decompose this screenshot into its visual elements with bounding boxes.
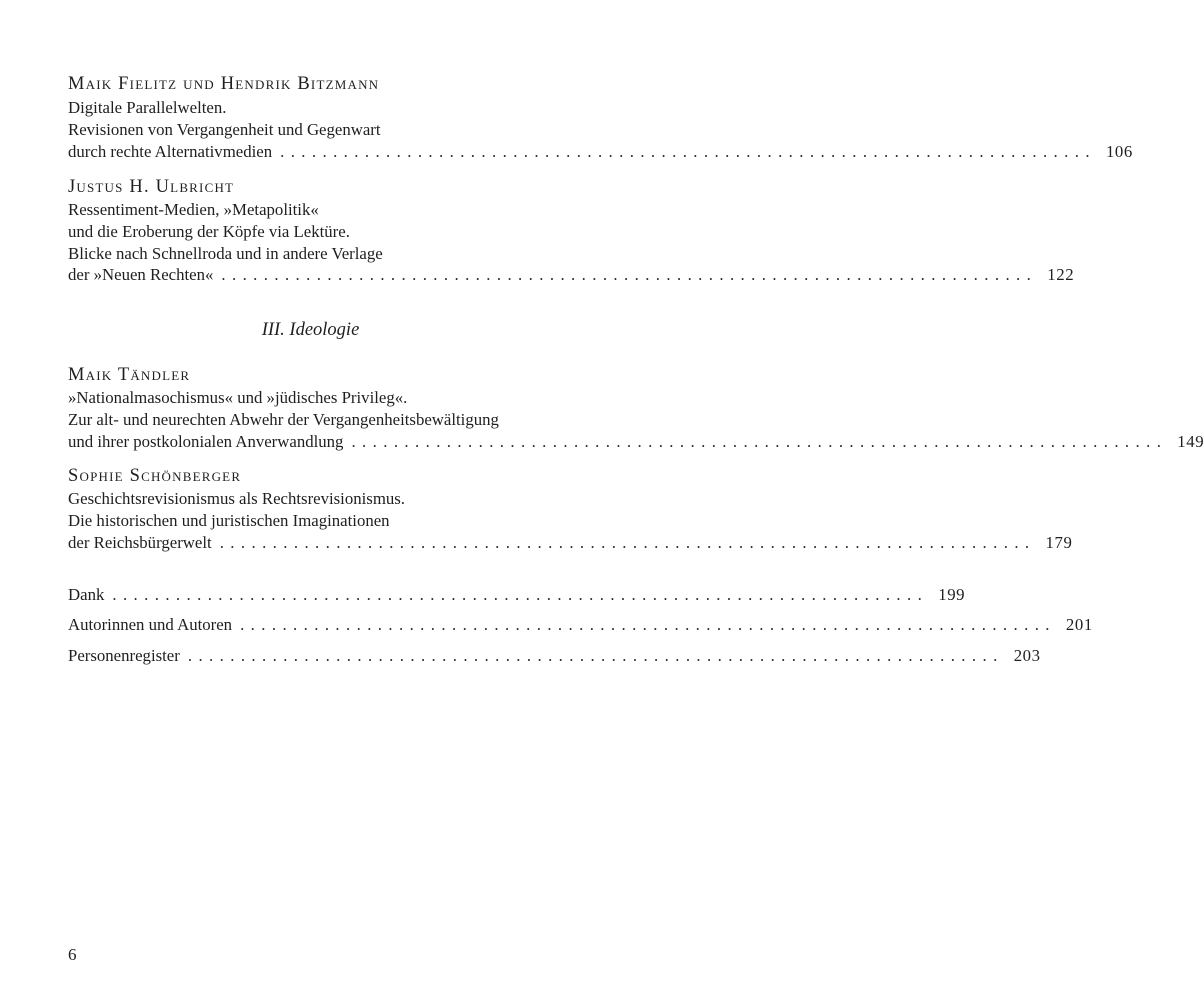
entry-page-number: 149 <box>1177 432 1204 451</box>
backmatter-label: Autorinnen und Autoren <box>68 615 233 634</box>
backmatter-page-number: 203 <box>1013 646 1041 665</box>
toc-backmatter-link[interactable] <box>68 645 1041 667</box>
entry-title-line: der Reichsbürgerwelt <box>68 533 212 552</box>
entry-title-line: Geschichtsrevisionismus als Rechtsrevisionismus. <box>68 489 405 508</box>
toc-entry-link[interactable] <box>68 532 1073 554</box>
toc-entry-link[interactable] <box>68 264 1075 286</box>
toc-backmatter-link[interactable] <box>68 584 966 606</box>
backmatter-page-number: 199 <box>938 585 966 604</box>
entry-title-line: Ressentiment-Medien, »Metapolitik« <box>68 200 319 219</box>
section-heading: III. Ideologie <box>261 320 360 340</box>
toc-backmatter-link[interactable] <box>68 614 1093 636</box>
entry-title-line: Digitale Parallelwelten. <box>68 98 227 117</box>
page-number: 6 <box>68 945 77 964</box>
entry-author: Maik Tändler <box>68 365 191 385</box>
entry-title-line: Die historischen und juristischen Imaginationen <box>68 511 390 530</box>
dot-leader: ............................................................................. <box>351 432 1168 451</box>
dot-leader: ............................................................................. <box>221 265 1038 284</box>
entry-title-line: und ihrer postkolonialen Anverwandlung <box>68 432 344 451</box>
entry-title-line: der »Neuen Rechten« <box>68 265 214 284</box>
entry-title-line: »Nationalmasochismus« und »jüdisches Privileg«. <box>68 388 408 407</box>
entry-title-line: Zur alt- und neurechten Abwehr der Vergangenheitsbewältigung <box>68 410 499 429</box>
entry-author: Sophie Schönberger <box>68 466 242 486</box>
toc-entry-link[interactable] <box>68 141 1133 163</box>
backmatter-label: Personenregister <box>68 646 180 665</box>
entry-author: Maik Fielitz und Hendrik Bitzmann <box>68 74 380 94</box>
toc-page <box>68 0 1204 1000</box>
entry-page-number: 106 <box>1105 142 1133 161</box>
entry-page-number: 179 <box>1045 533 1073 552</box>
dot-leader: ............................................................................. <box>240 615 1056 634</box>
dot-leader: ............................................................................. <box>112 585 929 604</box>
entry-author: Justus H. Ulbricht <box>68 177 235 197</box>
entry-title-line: und die Eroberung der Köpfe via Lektüre. <box>68 222 350 241</box>
entry-title-line: durch rechte Alternativmedien <box>68 142 273 161</box>
backmatter-label: Dank <box>68 585 105 604</box>
entry-page-number: 122 <box>1047 265 1075 284</box>
entry-title-line: Blicke nach Schnellroda und in andere Verlage <box>68 244 383 263</box>
entry-title-line: Revisionen von Vergangenheit und Gegenwart <box>68 120 381 139</box>
dot-leader: ............................................................................. <box>187 646 1004 665</box>
dot-leader: ............................................................................. <box>280 142 1096 161</box>
dot-leader: ............................................................................. <box>219 533 1036 552</box>
toc-entry-link[interactable] <box>68 431 1204 453</box>
backmatter-page-number: 201 <box>1065 615 1093 634</box>
